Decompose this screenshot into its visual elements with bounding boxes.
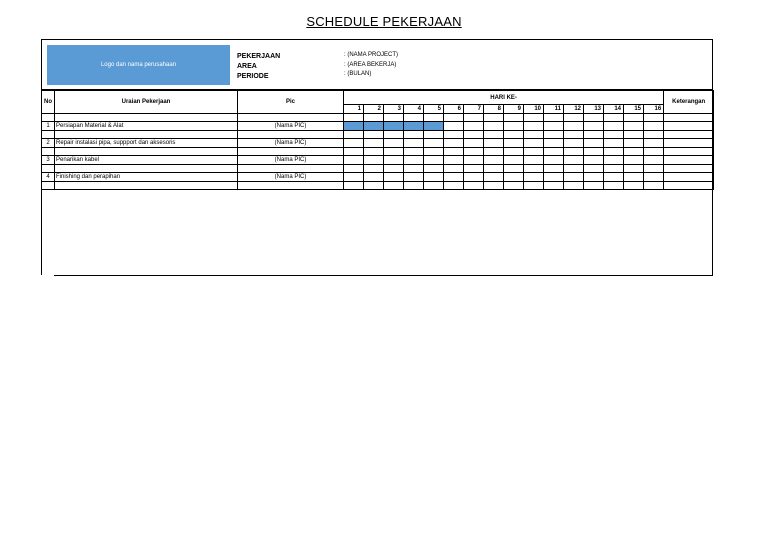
spacer-cell [524, 114, 544, 122]
spacer-cell [544, 114, 564, 122]
bottom-border [54, 275, 713, 276]
day-number-12: 12 [564, 105, 584, 114]
spacer-cell [42, 148, 55, 156]
spacer-cell [604, 182, 624, 190]
day-cell [584, 173, 604, 182]
spacer-cell [524, 165, 544, 173]
day-cell [344, 173, 364, 182]
logo-text: Logo dan nama perusahaan [100, 62, 177, 68]
spacer-cell [344, 165, 364, 173]
spacer-cell [55, 182, 238, 190]
spacer-cell [364, 165, 384, 173]
day-number-7: 7 [464, 105, 484, 114]
spacer-cell [544, 182, 564, 190]
day-cell [444, 156, 464, 165]
spacer-row [42, 131, 714, 139]
day-cell [504, 173, 524, 182]
day-cell [344, 156, 364, 165]
task-row [42, 139, 714, 148]
spacer-cell [344, 182, 364, 190]
day-cell [464, 156, 484, 165]
day-number-6: 6 [444, 105, 464, 114]
day-cell [544, 156, 564, 165]
schedule-body [42, 114, 714, 190]
day-cell [404, 139, 424, 148]
spacer-cell [564, 114, 584, 122]
spacer-cell [364, 182, 384, 190]
spacer-cell [464, 182, 484, 190]
spacer-row [42, 165, 714, 173]
day-cell [364, 139, 384, 148]
day-cell [624, 139, 644, 148]
spacer-cell [544, 165, 564, 173]
day-cell [644, 156, 664, 165]
spacer-cell [624, 131, 644, 139]
day-number-14: 14 [604, 105, 624, 114]
spacer-cell [384, 131, 404, 139]
spacer-cell [644, 165, 664, 173]
spacer-cell [384, 165, 404, 173]
task-number: 4 [42, 173, 55, 182]
header-keterangan: Keterangan [664, 91, 714, 114]
spacer-cell [424, 165, 444, 173]
spacer-cell [564, 182, 584, 190]
spacer-cell [344, 114, 364, 122]
spacer-cell [604, 131, 624, 139]
spacer-cell [42, 182, 55, 190]
spacer-cell [444, 148, 464, 156]
day-number-1: 1 [344, 105, 364, 114]
day-cell [484, 139, 504, 148]
day-cell [644, 139, 664, 148]
day-cell [424, 173, 444, 182]
day-number-3: 3 [384, 105, 404, 114]
spacer-cell [444, 114, 464, 122]
day-cell [564, 139, 584, 148]
spacer-cell [624, 165, 644, 173]
spacer-cell [238, 114, 344, 122]
day-cell [344, 139, 364, 148]
spacer-cell [404, 148, 424, 156]
task-keterangan [664, 156, 714, 165]
spacer-cell [464, 114, 484, 122]
day-cell [644, 173, 664, 182]
day-cell [524, 139, 544, 148]
task-description: Penarikan kabel [55, 156, 238, 165]
schedule-bar-cell [344, 122, 364, 131]
task-pic: (Nama PIC) [238, 139, 344, 148]
spacer-cell [384, 182, 404, 190]
spacer-cell [444, 165, 464, 173]
task-number: 2 [42, 139, 55, 148]
spacer-cell [238, 131, 344, 139]
day-cell [464, 122, 484, 131]
task-row [42, 156, 714, 165]
day-cell [484, 122, 504, 131]
spacer-row [42, 114, 714, 122]
day-cell [624, 173, 644, 182]
header-row [42, 91, 714, 105]
spacer-cell [42, 131, 55, 139]
spacer-cell [364, 114, 384, 122]
header-pic: Pic [238, 91, 344, 114]
spacer-cell [238, 148, 344, 156]
spacer-cell [464, 165, 484, 173]
spacer-cell [484, 131, 504, 139]
day-cell [544, 139, 564, 148]
day-cell [584, 122, 604, 131]
day-cell [524, 122, 544, 131]
day-cell [424, 156, 444, 165]
day-cell [484, 173, 504, 182]
spacer-cell [524, 148, 544, 156]
spacer-cell [42, 114, 55, 122]
task-description: Persiapan Material & Alat [55, 122, 238, 131]
day-cell [604, 122, 624, 131]
spacer-cell [664, 182, 714, 190]
spacer-cell [644, 131, 664, 139]
spacer-cell [604, 148, 624, 156]
spacer-cell [504, 148, 524, 156]
spacer-cell [404, 182, 424, 190]
day-cell [504, 139, 524, 148]
header-no: No [42, 91, 55, 114]
day-number-4: 4 [404, 105, 424, 114]
day-cell [564, 173, 584, 182]
task-description: Finishing dan perapihan [55, 173, 238, 182]
spacer-cell [484, 114, 504, 122]
spacer-cell [564, 148, 584, 156]
spacer-cell [424, 131, 444, 139]
spacer-cell [564, 131, 584, 139]
task-keterangan [664, 173, 714, 182]
spacer-cell [364, 131, 384, 139]
day-cell [404, 173, 424, 182]
task-description: Repair instalasi pipa, suppport dan aksesoris [55, 139, 238, 148]
day-cell [624, 122, 644, 131]
spacer-row [42, 148, 714, 156]
spacer-cell [644, 114, 664, 122]
spacer-cell [42, 165, 55, 173]
spacer-cell [664, 148, 714, 156]
day-cell [384, 139, 404, 148]
day-number-2: 2 [364, 105, 384, 114]
spacer-cell [584, 165, 604, 173]
day-cell [564, 156, 584, 165]
task-pic: (Nama PIC) [238, 173, 344, 182]
task-row [42, 173, 714, 182]
spacer-cell [344, 131, 364, 139]
project-info-values [344, 51, 398, 80]
day-cell [504, 122, 524, 131]
day-cell [404, 156, 424, 165]
header-uraian: Uraian Pekerjaan [55, 91, 238, 114]
info-value-area: : (AREA BEKERJA) [344, 61, 397, 68]
schedule-bar-cell [364, 122, 384, 131]
spacer-cell [344, 148, 364, 156]
day-number-13: 13 [584, 105, 604, 114]
spacer-cell [624, 148, 644, 156]
spacer-cell [664, 131, 714, 139]
spacer-cell [604, 114, 624, 122]
spacer-cell [384, 148, 404, 156]
spacer-cell [404, 114, 424, 122]
day-cell [444, 122, 464, 131]
day-number-8: 8 [484, 105, 504, 114]
day-cell [604, 173, 624, 182]
spacer-cell [524, 182, 544, 190]
task-number: 1 [42, 122, 55, 131]
day-cell [364, 173, 384, 182]
day-cell [424, 139, 444, 148]
spacer-cell [604, 165, 624, 173]
spacer-cell [664, 165, 714, 173]
day-cell [464, 139, 484, 148]
spacer-cell [424, 148, 444, 156]
spacer-cell [504, 114, 524, 122]
spacer-cell [238, 182, 344, 190]
day-number-5: 5 [424, 105, 444, 114]
spacer-cell [238, 165, 344, 173]
schedule-bar-cell [404, 122, 424, 131]
spacer-cell [424, 182, 444, 190]
day-cell [604, 139, 624, 148]
day-cell [364, 156, 384, 165]
day-number-10: 10 [524, 105, 544, 114]
info-label-pekerjaan: PEKERJAAN [237, 53, 281, 60]
day-cell [444, 173, 464, 182]
spacer-cell [384, 114, 404, 122]
day-cell [444, 139, 464, 148]
spacer-cell [404, 131, 424, 139]
spacer-cell [644, 148, 664, 156]
spacer-cell [55, 114, 238, 122]
spacer-cell [484, 165, 504, 173]
spacer-cell [484, 182, 504, 190]
spacer-cell [584, 182, 604, 190]
spacer-cell [664, 114, 714, 122]
day-cell [544, 173, 564, 182]
task-keterangan [664, 122, 714, 131]
day-cell [384, 173, 404, 182]
day-cell [604, 156, 624, 165]
day-cell [584, 156, 604, 165]
day-number-15: 15 [624, 105, 644, 114]
day-cell [464, 173, 484, 182]
spacer-cell [504, 165, 524, 173]
task-number: 3 [42, 156, 55, 165]
spacer-cell [624, 182, 644, 190]
day-number-11: 11 [544, 105, 564, 114]
info-value-pekerjaan: : (NAMA PROJECT) [344, 52, 399, 58]
task-pic: (Nama PIC) [238, 156, 344, 165]
schedule-table [41, 90, 714, 190]
schedule-bar-cell [424, 122, 444, 131]
spacer-cell [624, 114, 644, 122]
day-cell [624, 156, 644, 165]
day-number-16: 16 [644, 105, 664, 114]
spacer-cell [55, 131, 238, 139]
spacer-cell [504, 182, 524, 190]
schedule-bar-cell [384, 122, 404, 131]
spacer-cell [55, 148, 238, 156]
spacer-cell [644, 182, 664, 190]
task-keterangan [664, 139, 714, 148]
spacer-cell [504, 131, 524, 139]
spacer-cell [424, 114, 444, 122]
document-title: SCHEDULE PEKERJAAN [306, 14, 462, 29]
spacer-cell [464, 148, 484, 156]
header-hari-ke: HARI KE- [344, 91, 664, 105]
day-cell [644, 122, 664, 131]
day-cell [384, 156, 404, 165]
project-info-labels [237, 52, 280, 82]
spacer-cell [464, 131, 484, 139]
day-cell [564, 122, 584, 131]
spacer-cell [584, 148, 604, 156]
spacer-cell [564, 165, 584, 173]
spacer-cell [444, 131, 464, 139]
spacer-cell [544, 148, 564, 156]
spacer-cell [364, 148, 384, 156]
spacer-cell [484, 148, 504, 156]
spacer-cell [544, 131, 564, 139]
day-cell [524, 156, 544, 165]
info-label-area: AREA [237, 63, 257, 70]
day-number-9: 9 [504, 105, 524, 114]
spacer-cell [444, 182, 464, 190]
company-logo-placeholder [47, 45, 230, 85]
spacer-cell [524, 131, 544, 139]
day-cell [484, 156, 504, 165]
spacer-cell [584, 131, 604, 139]
spacer-cell [55, 165, 238, 173]
info-value-periode: : (BULAN) [344, 71, 372, 77]
spacer-row [42, 182, 714, 190]
task-row [42, 122, 714, 131]
spacer-cell [404, 165, 424, 173]
task-pic: (Nama PIC) [238, 122, 344, 131]
day-cell [524, 173, 544, 182]
info-label-periode: PERIODE [237, 73, 269, 80]
day-cell [544, 122, 564, 131]
day-cell [584, 139, 604, 148]
day-cell [504, 156, 524, 165]
spacer-cell [584, 114, 604, 122]
